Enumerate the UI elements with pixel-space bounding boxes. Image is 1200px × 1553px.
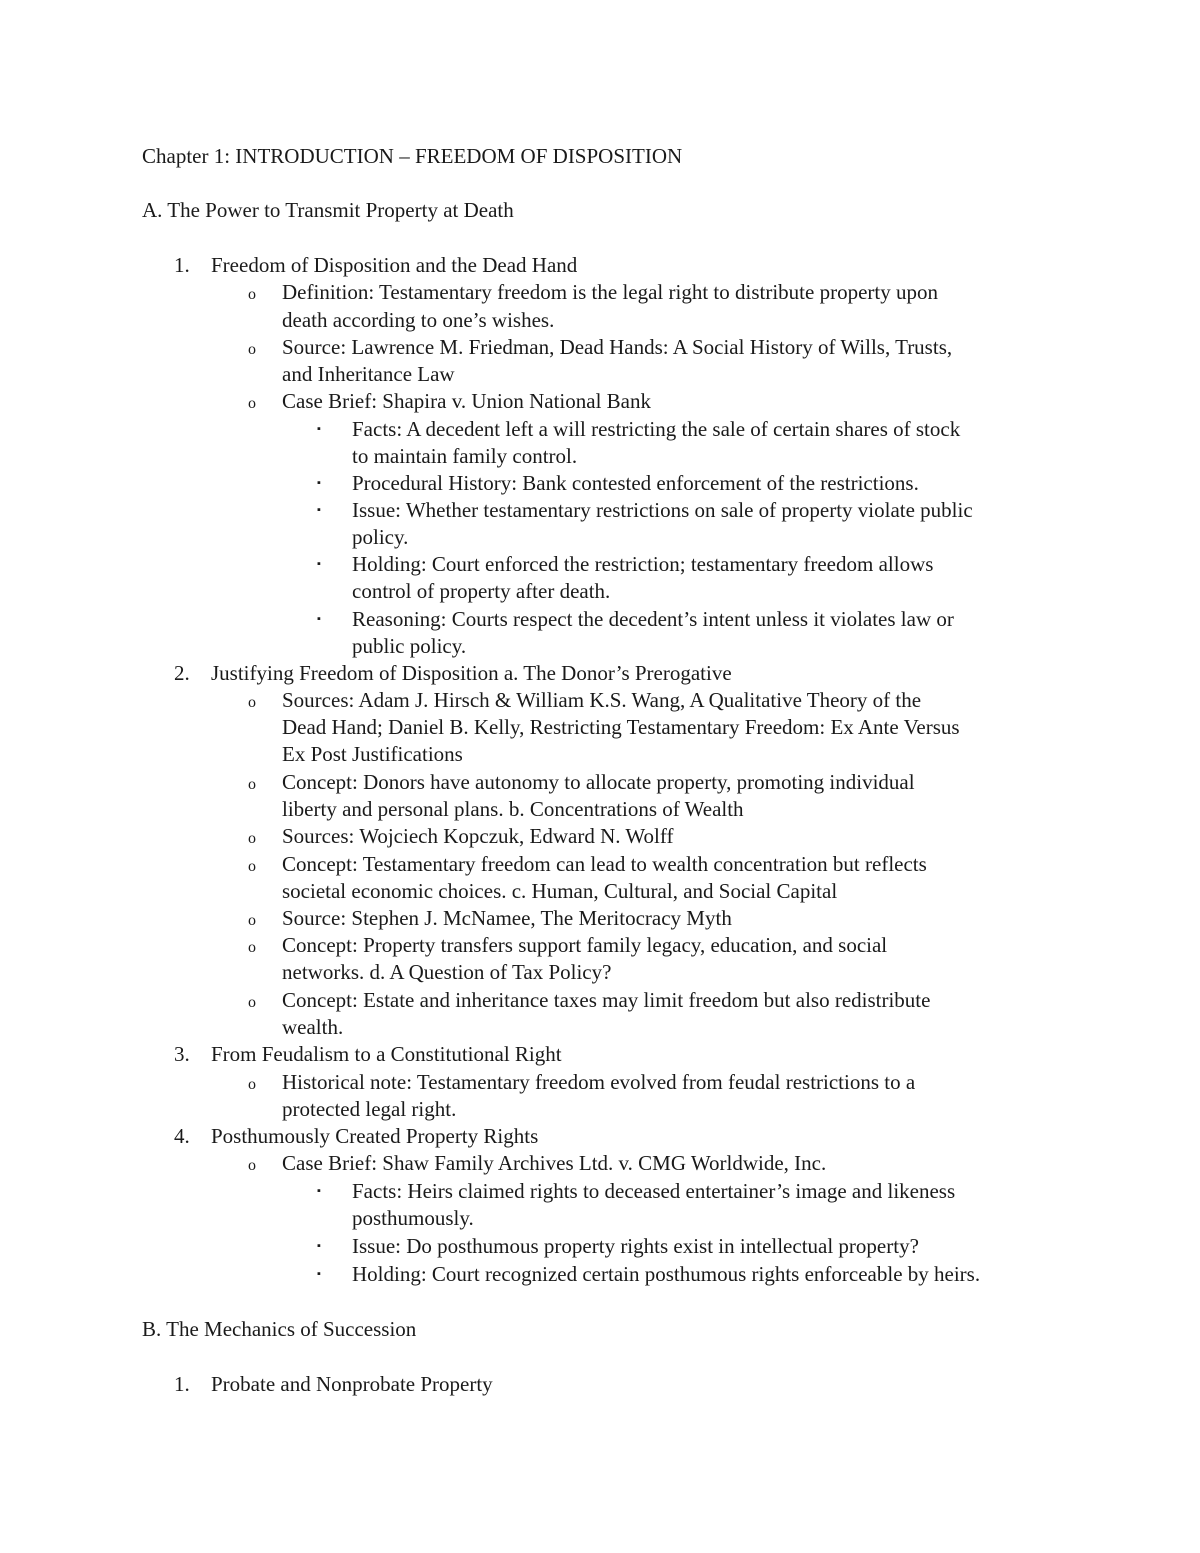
square-bullet-marker: ▪ xyxy=(317,1268,321,1280)
bullet-marker: o xyxy=(248,1076,256,1093)
bullet-marker: o xyxy=(248,286,256,303)
list-item-title: Posthumously Created Property Rights xyxy=(211,1124,539,1148)
bullet-text: death according to one’s wishes. xyxy=(282,308,555,332)
sub-bullet-text: Reasoning: Courts respect the decedent’s intent unless it violates law or xyxy=(352,607,954,631)
bullet-text: and Inheritance Law xyxy=(282,362,455,386)
square-bullet-marker: ▪ xyxy=(317,558,321,570)
bullet-text: Dead Hand; Daniel B. Kelly, Restricting Testamentary Freedom: Ex Ante Versus xyxy=(282,715,960,739)
bullet-text: Case Brief: Shaw Family Archives Ltd. v. CMG Worldwide, Inc. xyxy=(282,1151,827,1175)
bullet-text: networks. d. A Question of Tax Policy? xyxy=(282,960,612,984)
bullet-text: societal economic choices. c. Human, Cultural, and Social Capital xyxy=(282,879,838,903)
bullet-marker: o xyxy=(248,939,256,956)
sub-bullet-text: Issue: Whether testamentary restrictions on sale of property violate public xyxy=(352,498,973,522)
bullet-marker: o xyxy=(248,1157,256,1174)
bullet-text: Concept: Donors have autonomy to allocate property, promoting individual xyxy=(282,770,915,794)
square-bullet-marker: ▪ xyxy=(317,504,321,516)
bullet-marker: o xyxy=(248,994,256,1011)
sub-bullet-text: Procedural History: Bank contested enforcement of the restrictions. xyxy=(352,471,919,495)
list-item-title: Freedom of Disposition and the Dead Hand xyxy=(211,253,578,277)
section-b-heading: B. The Mechanics of Succession xyxy=(142,1317,417,1341)
sub-bullet-text: Holding: Court enforced the restriction; testamentary freedom allows xyxy=(352,552,934,576)
bullet-marker: o xyxy=(248,858,256,875)
bullet-text: Source: Stephen J. McNamee, The Meritocracy Myth xyxy=(282,906,732,930)
bullet-text: Case Brief: Shapira v. Union National Bank xyxy=(282,389,651,413)
bullet-marker: o xyxy=(248,912,256,929)
bullet-marker: o xyxy=(248,341,256,358)
square-bullet-marker: ▪ xyxy=(317,1240,321,1252)
bullet-text: Ex Post Justifications xyxy=(282,742,463,766)
bullet-marker: o xyxy=(248,776,256,793)
bullet-text: Concept: Property transfers support family legacy, education, and social xyxy=(282,933,888,957)
sub-bullet-text: posthumously. xyxy=(352,1206,474,1230)
chapter-title: Chapter 1: INTRODUCTION – FREEDOM OF DISPOSITION xyxy=(142,144,683,168)
bullet-text: Sources: Adam J. Hirsch & William K.S. Wang, A Qualitative Theory of the xyxy=(282,688,922,712)
sub-bullet-text: Facts: A decedent left a will restricting the sale of certain shares of stock xyxy=(352,417,961,441)
list-number: 1. xyxy=(174,253,190,277)
square-bullet-marker: ▪ xyxy=(317,613,321,625)
bullet-text: protected legal right. xyxy=(282,1097,457,1121)
list-item-title: From Feudalism to a Constitutional Right xyxy=(211,1042,562,1066)
sub-bullet-text: to maintain family control. xyxy=(352,444,578,468)
list-item-title: Probate and Nonprobate Property xyxy=(211,1372,493,1396)
bullet-marker: o xyxy=(248,830,256,847)
bullet-text: Definition: Testamentary freedom is the legal right to distribute property upon xyxy=(282,280,938,304)
sub-bullet-text: control of property after death. xyxy=(352,579,611,603)
list-number: 4. xyxy=(174,1124,190,1148)
square-bullet-marker: ▪ xyxy=(317,477,321,489)
bullet-text: Source: Lawrence M. Friedman, Dead Hands: A Social History of Wills, Trusts, xyxy=(282,335,953,359)
list-number: 1. xyxy=(174,1372,190,1396)
bullet-marker: o xyxy=(248,694,256,711)
bullet-marker: o xyxy=(248,395,256,412)
sub-bullet-text: Issue: Do posthumous property rights exist in intellectual property? xyxy=(352,1234,919,1258)
bullet-text: Concept: Estate and inheritance taxes may limit freedom but also redistribute xyxy=(282,988,931,1012)
sub-bullet-text: policy. xyxy=(352,525,409,549)
list-item-title: Justifying Freedom of Disposition a. The Donor’s Prerogative xyxy=(211,661,732,685)
list-number: 3. xyxy=(174,1042,190,1066)
bullet-text: liberty and personal plans. b. Concentrations of Wealth xyxy=(282,797,744,821)
section-a-heading: A. The Power to Transmit Property at Death xyxy=(142,198,514,222)
bullet-text: Sources: Wojciech Kopczuk, Edward N. Wolff xyxy=(282,824,674,848)
bullet-text: Concept: Testamentary freedom can lead to wealth concentration but reflects xyxy=(282,852,927,876)
square-bullet-marker: ▪ xyxy=(317,1185,321,1197)
sub-bullet-text: public policy. xyxy=(352,634,467,658)
bullet-text: wealth. xyxy=(282,1015,344,1039)
list-number: 2. xyxy=(174,661,190,685)
square-bullet-marker: ▪ xyxy=(317,423,321,435)
bullet-text: Historical note: Testamentary freedom evolved from feudal restrictions to a xyxy=(282,1070,916,1094)
sub-bullet-text: Holding: Court recognized certain posthumous rights enforceable by heirs. xyxy=(352,1262,981,1286)
sub-bullet-text: Facts: Heirs claimed rights to deceased entertainer’s image and likeness xyxy=(352,1179,956,1203)
